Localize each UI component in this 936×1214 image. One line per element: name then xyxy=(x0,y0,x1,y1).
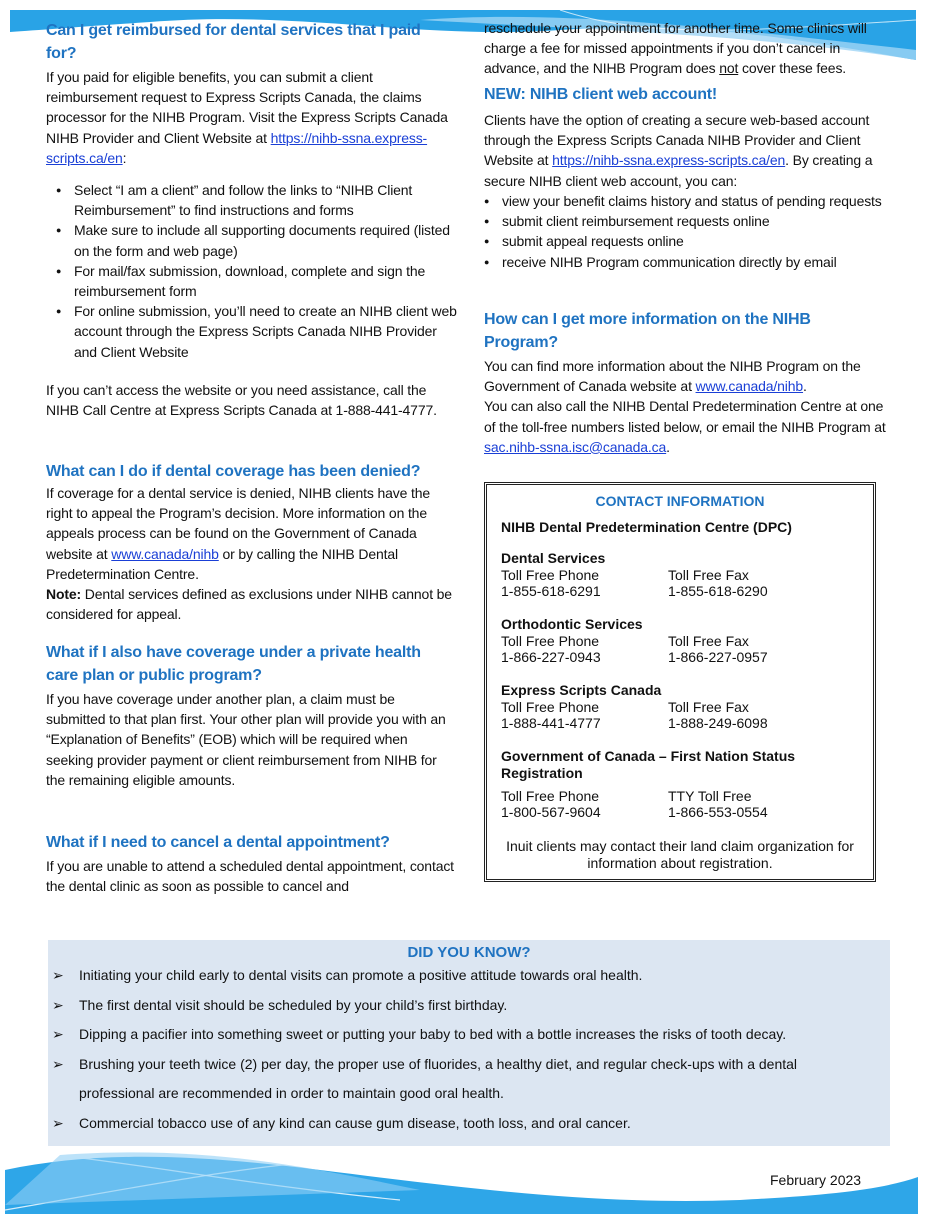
text: If coverage for a dental service is denied, NIHB clients have the right to appeal the Program’s decision. More information on the appeals process can be found on the Government of Canada website at xyxy=(46,485,431,562)
list-item: ● receive NIHB Program communication directly by email xyxy=(474,252,894,272)
did-you-know-box xyxy=(48,940,890,1146)
private-coverage-paragraph: If you have coverage under another plan, a claim must be submitted to that plan first. Your other plan will provide you with an “Explanation of Benefits” (EOB) which will be required when seeking provider payment or client reimbursement from NIHB for the remaining eligible amounts. xyxy=(46,691,446,788)
label: TTY Toll Free xyxy=(668,788,752,804)
list-item: ● For online submission, you’ll need to create an NIHB client web account through the Express Scripts Canada NIHB Provider and Client Website xyxy=(46,301,458,362)
call-centre-paragraph: If you can’t access the website or you need assistance, call the NIHB Call Centre at Express Scripts Canada at 1-888-441-4777. xyxy=(46,382,437,419)
label: Toll Free Phone xyxy=(501,633,600,649)
fax-number: 1-866-227-0957 xyxy=(668,649,768,665)
phone-number: 1-866-227-0943 xyxy=(501,649,601,665)
text: cover these fees. xyxy=(738,60,847,77)
contact-information-box xyxy=(484,482,876,882)
text: not xyxy=(719,60,739,77)
cancel-paragraph: If you are unable to attend a scheduled dental appointment, contact the dental clinic as soon as possible to cancel and xyxy=(46,858,454,895)
phone-number: 1-855-618-6291 xyxy=(501,583,601,599)
arrow-bullet-icon: ➢ xyxy=(52,1055,64,1072)
phone-number: 1-888-441-4777 xyxy=(501,715,601,731)
label: Toll Free Fax xyxy=(668,633,749,649)
text: If you paid for eligible benefits, you can submit a client reimbursement request to Express Scripts Canada, the claims processor for the NIHB Program. Visit the Express Scripts Canada NIHB Provider and Client Website at xyxy=(46,69,448,146)
section-name: Express Scripts Canada xyxy=(501,682,662,698)
label: Toll Free Phone xyxy=(501,567,600,583)
phone-number: 1-800-567-9604 xyxy=(501,804,601,820)
list-item: ● Make sure to include all supporting documents required (listed on the form and web page) xyxy=(46,220,458,260)
text: . By creating a secure NIHB client web account, you can: xyxy=(484,152,873,189)
list-item: ● Select “I am a client” and follow the links to “NIHB Client Reimbursement” to find instructions and forms xyxy=(46,180,458,220)
reimbursement-paragraph xyxy=(46,67,458,168)
arrow-bullet-icon: ➢ xyxy=(52,1114,64,1131)
text: reschedule your appointment for another time. Some clinics will charge a fee for missed appointments if you don’t cancel in advance, and the NIHB Program does xyxy=(484,20,867,77)
contact-section xyxy=(501,550,873,599)
text: . xyxy=(803,378,807,395)
fax-number: 1-888-249-6098 xyxy=(668,715,768,731)
footer-date: February 2023 xyxy=(770,1172,862,1188)
text: Clients have the option of creating a secure web-based account through the Express Scripts Canada NIHB Provider and Client Website at xyxy=(484,112,870,169)
reimbursement-list xyxy=(46,180,458,362)
text: The first dental visit should be scheduled by your child’s first birthday. xyxy=(79,996,508,1013)
canada-nihb-link[interactable]: www.canada/nihb xyxy=(111,545,219,562)
contact-title: CONTACT INFORMATION xyxy=(595,493,765,509)
text: Initiating your child early to dental visits can promote a positive attitude towards oral health. xyxy=(79,967,643,983)
list-item: ● submit appeal requests online xyxy=(474,231,894,251)
text: . xyxy=(666,438,670,455)
canada-nihb-link[interactable]: www.canada/nihb xyxy=(695,378,804,395)
text: Commercial tobacco use of any kind can cause gum disease, tooth loss, and oral cancer. xyxy=(79,1114,631,1131)
heading-coverage-denied: What can I do if dental coverage has been denied? xyxy=(46,463,421,480)
list-item: ● For mail/fax submission, download, complete and sign the reimbursement form xyxy=(46,261,458,301)
section-name: Orthodontic Services xyxy=(501,616,643,632)
text: : xyxy=(122,149,127,166)
text: You can also call the NIHB Dental Predetermination Centre at one of the toll-free numbers listed below, or email the NIHB Program at xyxy=(484,398,886,435)
text: You can find more information about the NIHB Program on the Government of Canada website at xyxy=(484,358,861,395)
arrow-bullet-icon: ➢ xyxy=(52,967,64,983)
text: Brushing your teeth twice (2) per day, the proper use of fluorides, a healthy diet, and regular check-ups with a dental professional are recommended in order to maintain good oral health. xyxy=(79,1055,798,1101)
contact-section xyxy=(501,682,873,731)
appeal-paragraph xyxy=(46,483,456,624)
contact-section xyxy=(501,748,873,820)
email-link[interactable]: sac.nihb-ssna.isc@canada.ca xyxy=(484,438,667,455)
list-item xyxy=(48,1020,890,1050)
did-you-know-title: DID YOU KNOW? xyxy=(407,944,531,961)
heading-reimbursement: Can I get reimbursed for dental services that I paid for? xyxy=(46,22,421,62)
label: Toll Free Phone xyxy=(501,788,600,804)
arrow-bullet-icon: ➢ xyxy=(52,1026,64,1042)
text: Dental services defined as exclusions under NIHB cannot be considered for appeal. xyxy=(46,586,452,623)
web-account-paragraph xyxy=(484,110,894,191)
cancel-paragraph-cont xyxy=(484,18,894,79)
text: Dipping a pacifier into something sweet or putting your baby to bed with a bottle increases the risks of tooth decay. xyxy=(79,1026,787,1042)
inuit-note: Inuit clients may contact their land claim organization for information about registration. xyxy=(506,838,854,871)
more-info-paragraph xyxy=(484,356,894,457)
arrow-bullet-icon: ➢ xyxy=(52,996,64,1013)
section-name: Dental Services xyxy=(501,550,606,566)
heading-web-account: NEW: NIHB client web account! xyxy=(484,86,718,103)
express-scripts-link[interactable]: https://nihb-ssna.express-scripts.ca/en xyxy=(552,152,786,169)
list-item xyxy=(48,1109,890,1139)
heading-more-info: How can I get more information on the NIHB Program? xyxy=(484,311,811,351)
label: Toll Free Fax xyxy=(668,699,749,715)
list-item: ● view your benefit claims history and status of pending requests xyxy=(474,191,894,211)
fax-number: 1-855-618-6290 xyxy=(668,583,768,599)
contact-subtitle: NIHB Dental Predetermination Centre (DPC) xyxy=(501,519,792,535)
express-scripts-link[interactable]: https://nihb-ssna.express-scripts.ca/en xyxy=(46,129,428,166)
tty-number: 1-866-553-0554 xyxy=(668,804,768,820)
heading-cancel-appointment: What if I need to cancel a dental appointment? xyxy=(46,834,390,851)
note-label: Note: xyxy=(46,586,82,603)
web-account-list xyxy=(474,191,894,272)
label: Toll Free Fax xyxy=(668,567,749,583)
section-name: Government of Canada – First Nation Status Registration xyxy=(501,748,796,781)
contact-section xyxy=(501,616,873,665)
label: Toll Free Phone xyxy=(501,699,600,715)
text: or by calling the NIHB Dental Predetermination Centre. xyxy=(46,545,398,582)
heading-private-coverage: What if I also have coverage under a private health care plan or public program? xyxy=(46,644,421,684)
list-item xyxy=(48,991,890,1021)
list-item: ● submit client reimbursement requests online xyxy=(474,211,894,231)
list-item xyxy=(48,1050,890,1109)
list-item xyxy=(48,961,890,991)
did-you-know-list xyxy=(0,961,890,1138)
